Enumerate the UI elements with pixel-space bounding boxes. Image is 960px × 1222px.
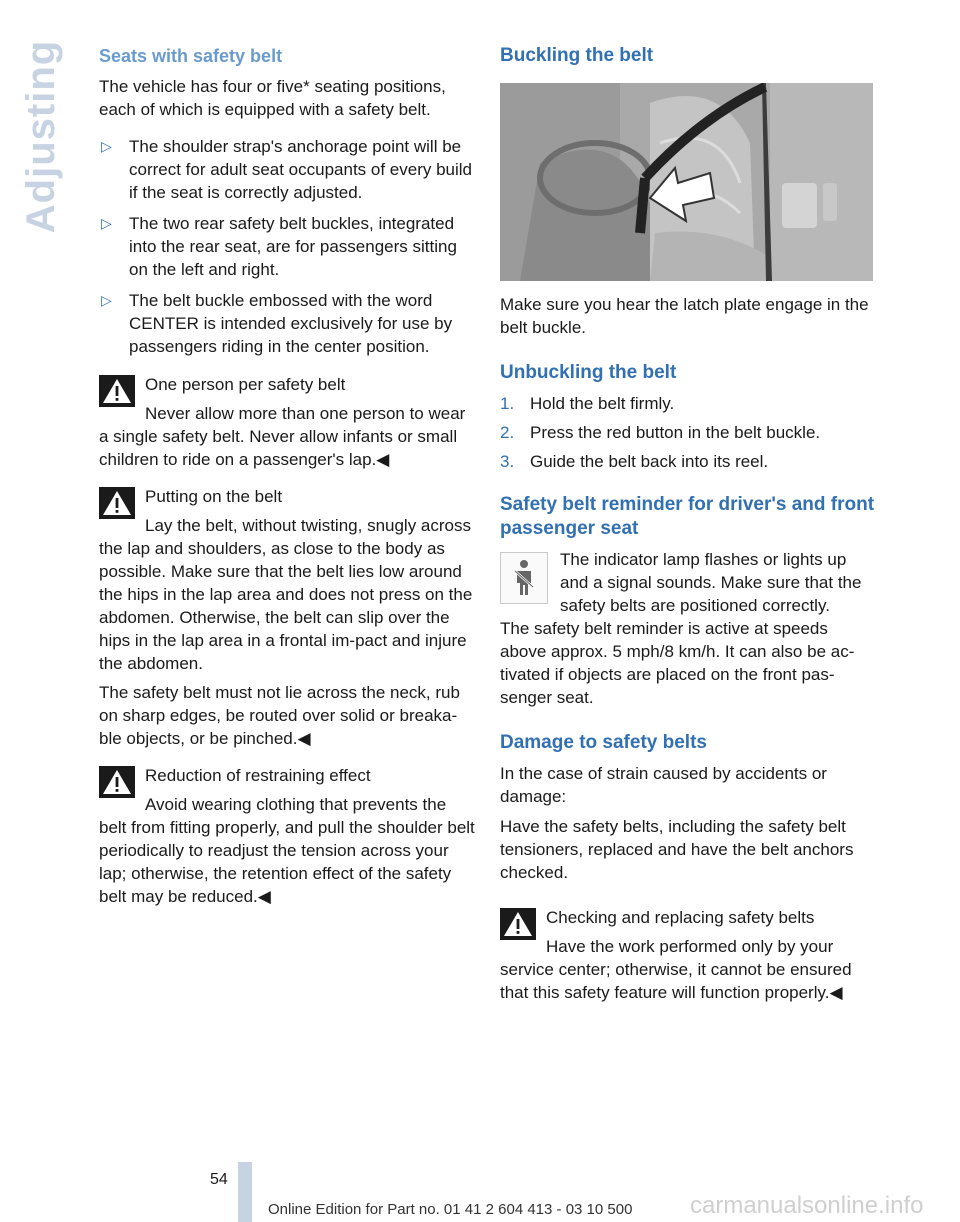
reminder-heading: Safety belt reminder for driver's and front passenger seat <box>500 494 875 539</box>
unbuckling-steps <box>500 392 876 473</box>
buckling-text: Make sure you hear the latch plate engage in the belt buckle. <box>500 295 869 337</box>
watermark: carmanualsonline.info <box>690 1192 924 1219</box>
warning-icon <box>99 375 135 407</box>
buckling-heading: Buckling the belt <box>500 45 654 66</box>
reminder-text-continued: The safety belt reminder is active at speeds above approx. 5 mph/8 km/h. It can also be ac-tivated if objects are placed on the front pas-senger seat. <box>500 619 855 707</box>
warning-title: Putting on the belt <box>145 487 283 506</box>
warning-restraining <box>99 764 475 908</box>
list-item: 2. Press the red button in the belt buckle. <box>500 423 821 442</box>
list-item: 1. Hold the belt firmly. <box>500 394 675 413</box>
unbuckling-heading: Unbuckling the belt <box>500 362 677 383</box>
seat-belt-illustration <box>500 83 873 281</box>
list-item: ▷ The belt buckle embossed with the word CENTER is intended exclusively for use by passengers riding in the center position. <box>101 291 453 356</box>
list-item: ▷ The two rear safety belt buckles, integrated into the rear seat, are for passengers sitting on the left and right. <box>101 214 457 279</box>
warning-checking <box>500 906 876 1004</box>
warning-one-person <box>99 373 475 471</box>
edition-line: Online Edition for Part no. 01 41 2 604 413 - 03 10 500 <box>268 1201 633 1218</box>
warning-body-continued: The safety belt must not lie across the neck, rub on sharp edges, be routed over solid or breaka-ble objects, or be pinched.◀ <box>99 683 460 748</box>
side-tab <box>19 39 64 240</box>
damage-text-continued: Have the safety belts, including the safety belt tensioners, replaced and have the belt anchors checked. <box>500 817 854 882</box>
damage-text: In the case of strain caused by accidents or damage: <box>500 764 827 806</box>
left-column <box>99 44 475 908</box>
footer-bar <box>238 1162 252 1222</box>
seats-heading: Seats with safety belt <box>99 46 283 66</box>
triangle-bullet-icon: ▷ <box>101 138 112 154</box>
warning-title: Reduction of restraining effect <box>145 766 371 785</box>
warning-body: Have the work performed only by your service center; otherwise, it cannot be ensured that this safety feature will function properly.◀ <box>500 937 852 1002</box>
reminder-block <box>500 548 876 617</box>
seats-intro: The vehicle has four or five* seating positions, each of which is equipped with a safety belt. <box>99 77 446 119</box>
warning-icon <box>99 766 135 798</box>
list-item: ▷ The shoulder strap's anchorage point will be correct for adult seat occupants of every build if the seat is correctly adjusted. <box>101 137 473 202</box>
warning-body: Avoid wearing clothing that prevents the belt from fitting properly, and pull the shoulder belt periodically to readjust the tension across your lap; otherwise, the retention effect of the safety belt may be reduced.◀ <box>99 795 475 906</box>
seat-belt-photo <box>500 83 873 281</box>
triangle-bullet-icon: ▷ <box>101 292 112 308</box>
warning-icon <box>500 908 536 940</box>
seat-bullet-list <box>99 135 475 358</box>
warning-body: Never allow more than one person to wear a single safety belt. Never allow infants or small children to ride on a passenger's lap.◀ <box>99 404 466 469</box>
seatbelt-indicator-icon <box>500 552 548 604</box>
warning-icon <box>99 487 135 519</box>
warning-body: Lay the belt, without twisting, snugly across the lap and shoulders, as close to the body as possible. Make sure that the belt lies low around the hips in the lap area and does not press on the abdomen. Otherwise, the belt can slip over the hips in the lap area in a frontal im-pact and injure the abdomen. <box>99 516 473 673</box>
side-tab-label: Adjusting <box>19 39 64 234</box>
reminder-text: The indicator lamp flashes or lights up and a signal sounds. Make sure that the safety belts are positioned correctly. <box>560 550 862 615</box>
list-item: 3. Guide the belt back into its reel. <box>500 452 769 471</box>
right-column <box>500 44 876 1004</box>
warning-title: One person per safety belt <box>145 375 346 394</box>
damage-heading: Damage to safety belts <box>500 732 707 753</box>
triangle-bullet-icon: ▷ <box>101 215 112 231</box>
page-number: 54 <box>210 1171 228 1188</box>
warning-title: Checking and replacing safety belts <box>546 908 815 927</box>
warning-putting-on <box>99 485 475 750</box>
